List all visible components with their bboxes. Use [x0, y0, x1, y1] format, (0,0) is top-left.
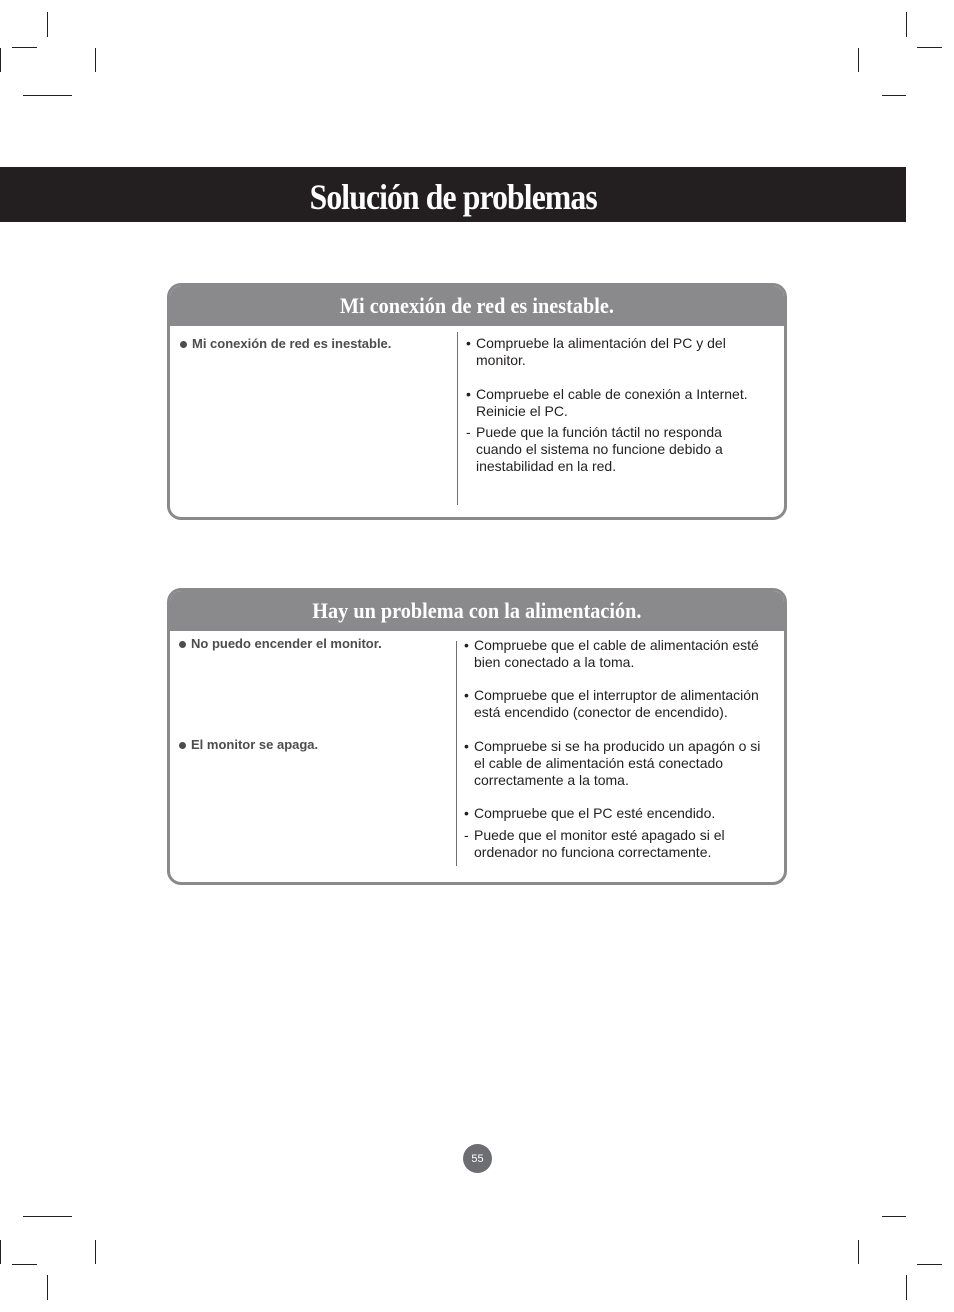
solution-item: • Compruebe la alimentación del PC y del monitor.: [466, 335, 726, 368]
solution-item: • Compruebe que el cable de alimentación esté bien conectado a la toma.: [464, 637, 759, 670]
page-title: Solución de problemas: [309, 176, 597, 217]
crop-mark: [882, 95, 906, 96]
panel-heading: Hay un problema con la alimentación.: [312, 598, 642, 623]
panel-heading-bar: [170, 591, 784, 631]
troubleshoot-panel-network: [167, 283, 787, 520]
troubleshoot-panel-power: [167, 588, 787, 885]
crop-mark: [23, 95, 72, 96]
bullet-icon: [179, 742, 186, 749]
solution-note: - Puede que el monitor esté apagado si el ordenador no funciona correctamente.: [464, 827, 725, 860]
crop-mark: [882, 1216, 906, 1217]
crop-mark: [917, 47, 942, 48]
crop-mark: [917, 1264, 942, 1265]
dash-icon: -: [464, 827, 469, 843]
symptom-item: Mi conexión de red es inestable.: [180, 336, 391, 351]
bullet-icon: •: [464, 805, 469, 821]
solution-item: • Compruebe que el PC esté encendido.: [464, 805, 716, 821]
symptom-item: El monitor se apaga.: [179, 737, 318, 752]
bullet-icon: •: [464, 738, 469, 754]
crop-mark: [858, 48, 859, 72]
crop-mark: [0, 1240, 1, 1264]
panel-heading-bar: [170, 286, 784, 326]
column-divider: [456, 641, 457, 866]
page-number: 55: [463, 1144, 492, 1173]
crop-mark: [906, 12, 907, 37]
bullet-icon: •: [466, 386, 471, 402]
solution-item: • Compruebe si se ha producido un apagón o si el cable de alimentación está conectado correctamente a la toma.: [464, 738, 761, 788]
crop-mark: [12, 1264, 37, 1265]
symptom-item: No puedo encender el monitor.: [179, 636, 382, 651]
solution-item: • Compruebe que el interruptor de alimentación está encendido (conector de encendido).: [464, 687, 759, 720]
bullet-icon: •: [464, 687, 469, 703]
crop-mark: [95, 48, 96, 72]
crop-mark: [47, 12, 48, 37]
bullet-icon: [179, 641, 186, 648]
crop-mark: [23, 1216, 72, 1217]
bullet-icon: [180, 341, 187, 348]
dash-icon: -: [466, 424, 471, 440]
panel-heading: Mi conexión de red es inestable.: [340, 293, 614, 318]
crop-mark: [12, 47, 37, 48]
bullet-icon: •: [466, 335, 471, 351]
column-divider: [457, 332, 458, 505]
bullet-icon: •: [464, 637, 469, 653]
crop-mark: [906, 1275, 907, 1300]
solution-note: - Puede que la función táctil no responda cuando el sistema no funcione debido a inestabilidad en la red.: [466, 424, 723, 474]
crop-mark: [0, 48, 1, 72]
crop-mark: [47, 1275, 48, 1300]
crop-mark: [95, 1240, 96, 1264]
title-bar: [0, 167, 906, 222]
crop-mark: [858, 1240, 859, 1264]
solution-item: • Compruebe el cable de conexión a Internet. Reinicie el PC.: [466, 386, 748, 419]
